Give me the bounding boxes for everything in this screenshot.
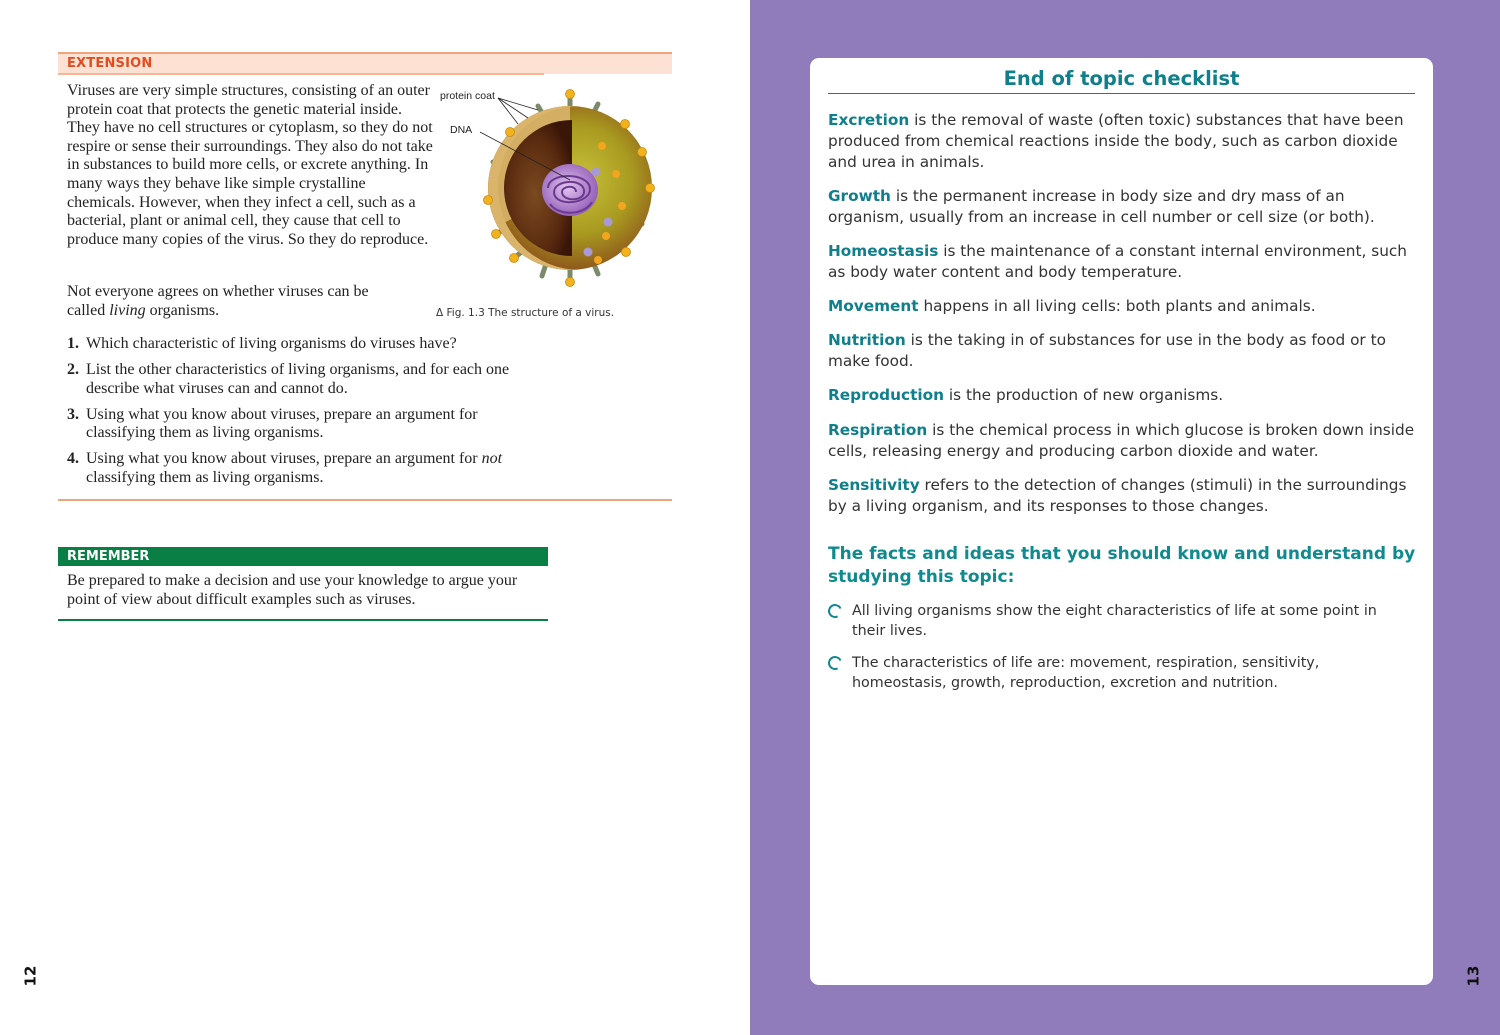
page-number-left: 12	[21, 965, 40, 987]
definition-text: is the taking in of substances for use in the body as food or to make food.	[828, 331, 1386, 371]
facts-heading: The facts and ideas that you should know and understand by studying this topic:	[828, 544, 1416, 587]
paragraph-2-emphasis: living	[109, 301, 146, 319]
term: Reproduction	[828, 386, 945, 405]
facts-list	[828, 602, 1408, 706]
extension-bottom-rule	[58, 499, 672, 501]
paragraph-2-end: organisms.	[145, 301, 220, 319]
extension-paragraph-2	[67, 283, 407, 320]
checklist-title: End of topic checklist	[1003, 67, 1240, 90]
extension-questions	[67, 335, 547, 495]
remember-text: Be prepared to make a decision and use your knowledge to argue your point of view about difficult examples such as viruses.	[67, 572, 518, 608]
extension-header-underline	[58, 73, 544, 75]
definition-sensitivity	[828, 475, 1418, 517]
extension-paragraph-1: Viruses are very simple structures, consisting of an outer protein coat that protects the genetic material inside. They have no cell structures or cytoplasm, so they do not respire or sense their surroundings. They also do not take in substances to build more cells, or excrete anything. In many ways they behave like simple crystalline chemicals. However, when they infect a cell, such as a bacterial, plant or animal cell, they cause that cell to produce many copies of the virus. So they do reproduce.	[67, 82, 433, 248]
question-item	[67, 406, 547, 443]
question-text: Which characteristic of living organisms do viruses have?	[86, 335, 457, 352]
question-item	[67, 361, 547, 398]
question-text-emphasis: not	[481, 450, 503, 468]
figure-caption: Δ Fig. 1.3 The structure of a virus.	[436, 307, 615, 319]
term: Homeostasis	[828, 241, 939, 260]
question-text: List the other characteristics of living organisms, and for each one describe what viruses can and cannot do.	[86, 361, 510, 397]
dna-label: DNA	[450, 124, 473, 136]
term: Sensitivity	[828, 475, 920, 494]
definition-text: happens in all living cells: both plants and animals.	[918, 297, 1316, 316]
question-item	[67, 450, 547, 487]
definition-text: is the maintenance of a constant internal environment, such as body water content and body temperature.	[828, 241, 1407, 281]
fact-text: The characteristics of life are: movement, respiration, sensitivity, homeostasis, growth, reproduction, excretion and nutrition.	[852, 655, 1320, 691]
question-text: Using what you know about viruses, prepare an argument for classifying them as living organisms.	[86, 405, 478, 442]
virus-illustration	[430, 76, 680, 292]
extension-title: EXTENSION	[67, 56, 153, 71]
definition-nutrition	[828, 330, 1418, 372]
paragraph-2-start: Not everyone agrees on whether viruses can be called	[67, 283, 369, 319]
definition-text: refers to the detection of changes (stimuli) in the surroundings by a living organism, and its responses to those changes.	[828, 475, 1407, 515]
question-text-start: Using what you know about viruses, prepare an argument for	[86, 450, 482, 468]
definition-movement	[828, 296, 1418, 317]
dna-coil	[542, 164, 598, 216]
page-number-right: 13	[1464, 965, 1483, 987]
question-number: 2.	[67, 361, 79, 379]
definition-text: is the removal of waste (often toxic) substances that have been produced from chemical reactions inside the body, such as carbon dioxide and urea in animals.	[828, 111, 1404, 171]
definition-list	[828, 110, 1418, 530]
fact-text: All living organisms show the eight characteristics of life at some point in their lives.	[852, 603, 1377, 639]
term: Movement	[828, 297, 919, 316]
definition-respiration	[828, 420, 1418, 462]
checklist-title-rule	[828, 93, 1415, 94]
remember-bottom-rule	[58, 619, 548, 621]
definition-reproduction	[828, 385, 1418, 406]
term: Nutrition	[828, 331, 906, 350]
definition-text: is the chemical process in which glucose is broken down inside cells, releasing energy and producing carbon dioxide and water.	[828, 420, 1415, 460]
question-number: 3.	[67, 405, 79, 423]
protein-coat-label: protein coat	[440, 90, 495, 102]
term: Excretion	[828, 111, 910, 129]
circle-bullet-icon	[826, 654, 844, 672]
definition-growth	[828, 186, 1418, 228]
virus-figure	[430, 76, 680, 292]
question-item	[67, 335, 547, 354]
circle-bullet-icon	[826, 602, 844, 620]
definition-text: is the permanent increase in body size and dry mass of an organism, usually from an increase in cell number or cell size (or both).	[828, 186, 1375, 226]
question-text-end: classifying them as living organisms.	[86, 469, 324, 487]
fact-item	[828, 654, 1408, 694]
checklist-card	[810, 58, 1433, 985]
question-number: 4.	[67, 450, 79, 468]
definition-text: is the production of new organisms.	[944, 386, 1224, 405]
question-number: 1.	[67, 335, 79, 352]
term: Growth	[828, 186, 891, 205]
definition-homeostasis	[828, 241, 1418, 283]
term: Respiration	[828, 420, 928, 439]
remember-title: REMEMBER	[67, 549, 150, 564]
fact-item	[828, 602, 1408, 642]
definition-excretion	[828, 110, 1418, 172]
